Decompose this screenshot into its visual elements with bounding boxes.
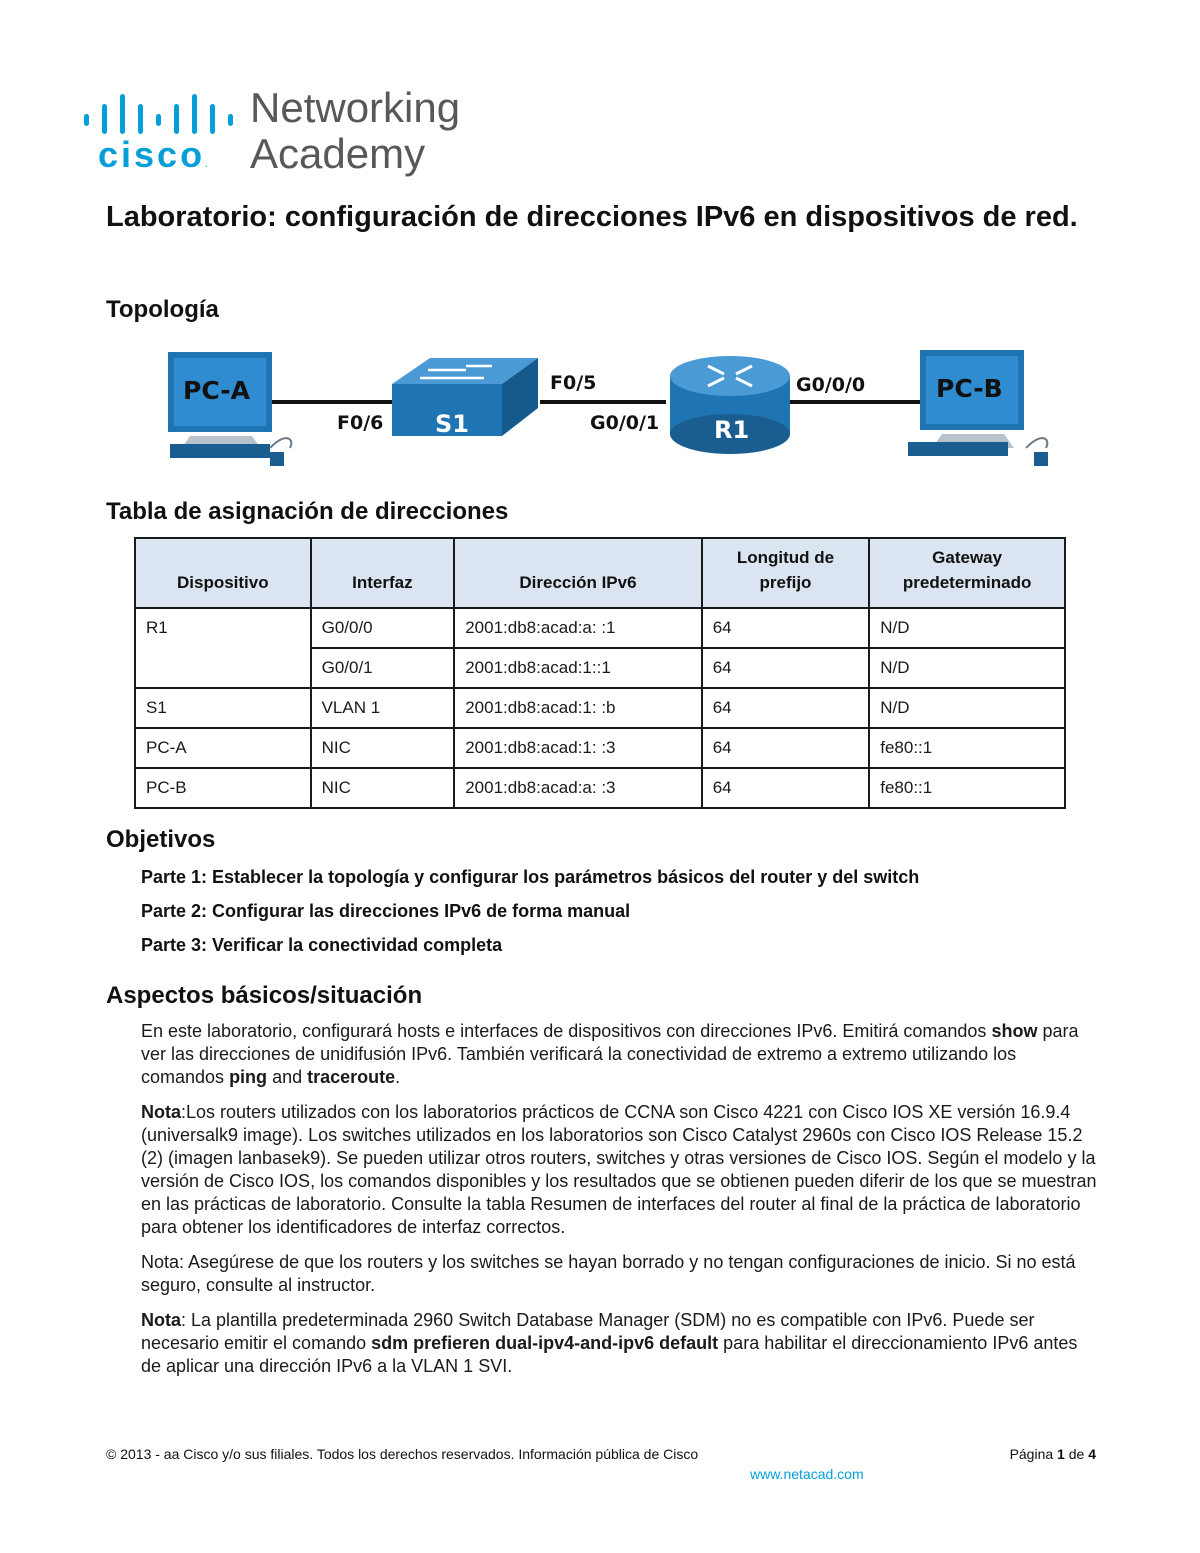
command-sdm: sdm prefieren dual-ipv4-and-ipv6 default — [371, 1333, 719, 1353]
table-row — [135, 728, 1065, 768]
cell-gateway: N/D — [869, 688, 1065, 728]
port-f06: F0/6 — [337, 412, 384, 434]
command-show: show — [991, 1021, 1038, 1041]
cell-ipv6: 2001:db8:acad:1: :b — [454, 688, 702, 728]
cell-ipv6: 2001:db8:acad:1: :3 — [454, 728, 702, 768]
note-paragraph-1: Nota:Los routers utilizados con los laboratorios prácticos de CCNA son Cisco 4221 con Cisco IOS XE versión 16.9.4 (universalk9 image). Los switches utilizados en los laboratorios son Cisco Catalyst 2960s con Cisco IOS Release 15.2 (2) (imagen lanbasek9). Se pueden utilizar otros routers, switches y otras versiones de Cisco IOS. Según el modelo y la versión de Cisco IOS, los comandos disponibles y los resultados que se obtienen pueden diferir de los que se muestran en las prácticas de laboratorio. Consulte la tabla Resumen de interfaces del router al final de la práctica de laboratorio para obtener los identificadores de interfaz correctos. — [141, 1102, 1097, 1237]
table-row — [135, 768, 1065, 808]
footer-url-link[interactable]: www.netacad.com — [750, 1466, 864, 1482]
footer-copyright: © 2013 - aa Cisco y/o sus filiales. Todos los derechos reservados. Información pública de Cisco — [106, 1446, 699, 1462]
cell-ipv6: 2001:db8:acad:a: :1 — [454, 608, 702, 648]
objectives-list — [141, 866, 1101, 968]
note-paragraph-2: Nota: Asegúrese de que los routers y los switches se hayan borrado y no tengan configuraciones de inicio. Si no está seguro, consulte al instructor. — [141, 1252, 1076, 1295]
cell-prefix: 64 — [702, 608, 870, 648]
objective-item: Parte 2: Configurar las direcciones IPv6 de forma manual — [141, 901, 631, 921]
cell-device: PC-B — [135, 768, 311, 808]
cell-prefix: 64 — [702, 688, 870, 728]
cell-device: S1 — [135, 688, 311, 728]
background-heading: Aspectos básicos/situación — [106, 982, 423, 1009]
pc-b-icon — [908, 350, 1048, 466]
port-g001: G0/0/1 — [590, 412, 660, 434]
cisco-wordmark: cisco. — [98, 134, 208, 175]
cell-gateway: N/D — [869, 608, 1065, 648]
note-label: Nota — [141, 1102, 181, 1122]
background-paragraph-1: En este laboratorio, configurará hosts e interfaces de dispositivos con direcciones IPv6. Emitirá comandos show para ver las direcciones de unidifusión IPv6. También verificará la conectividad de extremo a extremo utilizando los comandos ping and traceroute. — [141, 1021, 1079, 1087]
note-paragraph-3: Nota: La plantilla predeterminada 2960 Switch Database Manager (SDM) no es compatible con IPv6. Puede ser necesario emitir el comando sdm prefieren dual-ipv4-and-ipv6 default para habilitar el direccionamiento IPv6 antes de aplicar una dirección IPv6 a la VLAN 1 SVI. — [141, 1310, 1078, 1376]
table-row — [135, 608, 1065, 648]
cell-device: R1 — [135, 608, 311, 688]
r1-label: R1 — [714, 416, 750, 444]
logo-networking: Networking — [250, 84, 461, 131]
objective-item: Parte 1: Establecer la topología y configurar los parámetros básicos del router y del switch — [141, 867, 920, 887]
header-ipv6: Dirección IPv6 — [454, 538, 702, 608]
page-title: Laboratorio: configuración de direcciones IPv6 en dispositivos de red. — [106, 201, 1078, 233]
pc-a-icon — [168, 352, 291, 466]
port-g000: G0/0/0 — [796, 374, 866, 396]
topology-diagram — [130, 340, 1070, 480]
cell-prefix: 64 — [702, 768, 870, 808]
cell-interface: NIC — [311, 768, 455, 808]
background-text — [141, 1020, 1101, 1390]
cell-ipv6: 2001:db8:acad:a: :3 — [454, 768, 702, 808]
cell-interface: VLAN 1 — [311, 688, 455, 728]
header-gateway: Gateway predeterminado — [869, 538, 1065, 608]
header-interface: Interfaz — [311, 538, 455, 608]
cell-prefix: 64 — [702, 648, 870, 688]
table-row — [135, 688, 1065, 728]
cell-ipv6: 2001:db8:acad:1::1 — [454, 648, 702, 688]
logo-academy: Academy — [250, 130, 426, 177]
cell-gateway: N/D — [869, 648, 1065, 688]
cell-interface: G0/0/0 — [311, 608, 455, 648]
pc-b-label: PC-B — [936, 374, 1003, 403]
cell-interface: NIC — [311, 728, 455, 768]
objective-item: Parte 3: Verificar la conectividad completa — [141, 935, 503, 955]
table-header-row — [135, 538, 1065, 608]
command-traceroute: traceroute — [307, 1067, 396, 1087]
cell-interface: G0/0/1 — [311, 648, 455, 688]
s1-label: S1 — [435, 410, 469, 438]
address-table — [134, 537, 1066, 809]
cisco-networking-academy-logo — [84, 84, 484, 184]
topology-svg — [130, 340, 1070, 480]
footer-page-number: Página 1 de 4 — [1009, 1446, 1096, 1462]
cell-gateway: fe80::1 — [869, 728, 1065, 768]
cisco-bridge-icon — [84, 92, 234, 134]
pc-a-label: PC-A — [183, 376, 250, 405]
header-prefix: Longitud de prefijo — [702, 538, 870, 608]
port-f05: F0/5 — [550, 372, 597, 394]
command-ping: ping — [229, 1067, 268, 1087]
note-label: Nota — [141, 1310, 181, 1330]
cell-gateway: fe80::1 — [869, 768, 1065, 808]
cell-device: PC-A — [135, 728, 311, 768]
address-table-heading: Tabla de asignación de direcciones — [106, 498, 509, 525]
objectives-heading: Objetivos — [106, 826, 216, 853]
topology-heading: Topología — [106, 296, 219, 323]
cell-prefix: 64 — [702, 728, 870, 768]
header-device: Dispositivo — [135, 538, 311, 608]
